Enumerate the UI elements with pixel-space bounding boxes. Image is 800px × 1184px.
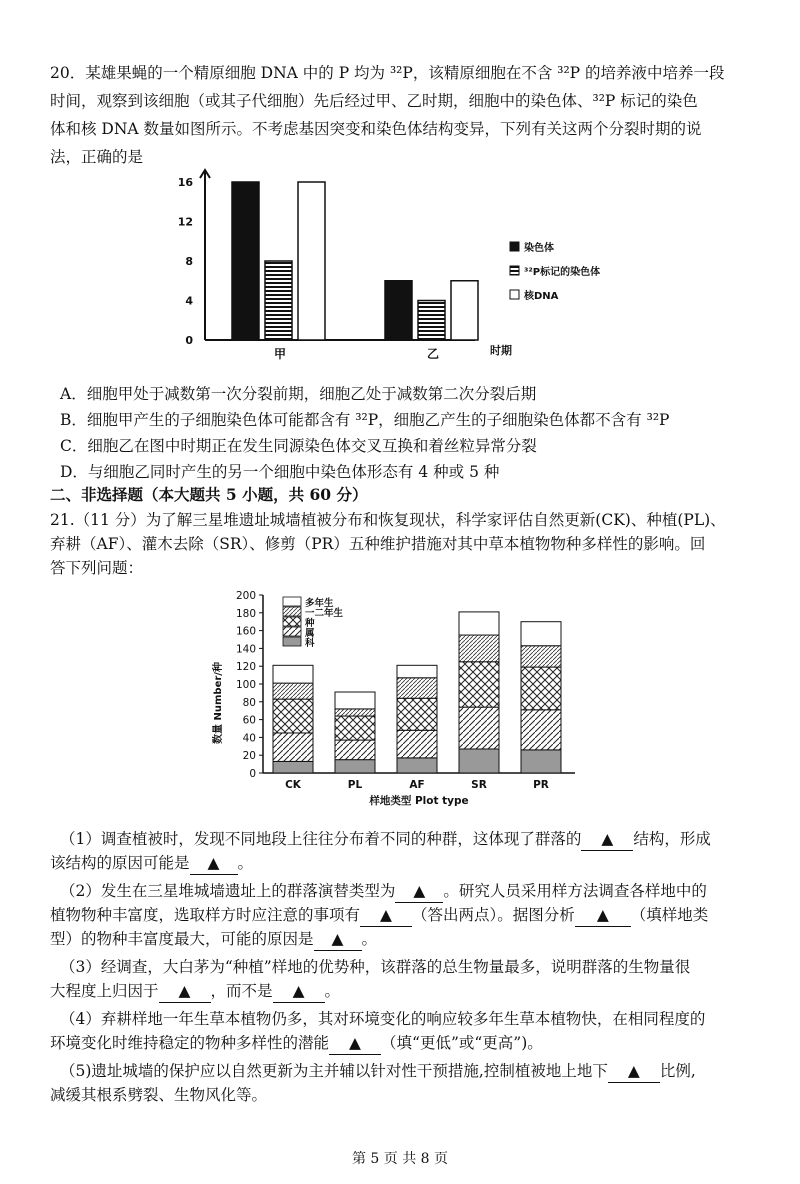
q21-part4-line1: （4）弃耕样地一年生草本植物仍多，其对环境变化的响应较多年生草本植物快，在相同程度的 — [60, 1010, 706, 1028]
answer-blank[interactable]: ▲ — [395, 880, 443, 903]
bar-segment-属-AF — [397, 730, 437, 758]
y-tick-label: 20 — [242, 750, 256, 763]
bar-segment-种-AF — [397, 698, 437, 730]
answer-blank[interactable]: ▲ — [329, 1032, 381, 1055]
bar-segment-一二年生-PR — [521, 646, 561, 667]
chromosome-bar-chart — [170, 162, 601, 362]
answer-blank[interactable]: ▲ — [314, 928, 362, 951]
bar-segment-一二年生-PL — [335, 709, 375, 716]
bar-染色体-甲 — [232, 182, 259, 340]
bar-核DNA-甲 — [298, 182, 325, 340]
bar-³²P标记的染色体-乙 — [418, 301, 445, 341]
bar-segment-科-PL — [335, 760, 375, 773]
q21-part2-line1: （2）发生在三星堆城墙遗址上的群落演替类型为 ▲ 。研究人员采用样方法调查各样地中的 — [60, 880, 707, 903]
legend-swatch — [283, 617, 301, 626]
legend-swatch — [510, 242, 519, 251]
answer-blank[interactable]: ▲ — [575, 904, 631, 927]
x-category-label: PL — [347, 779, 363, 791]
answer-blank[interactable]: ▲ — [273, 980, 325, 1003]
y-tick-label: 140 — [235, 643, 256, 656]
y-tick-label: 200 — [235, 590, 256, 602]
legend-swatch — [283, 607, 301, 616]
legend-label: 染色体 — [524, 243, 554, 254]
legend-swatch — [283, 637, 301, 646]
species-stacked-bar-chart — [205, 588, 585, 813]
legend-label: ³²P标记的染色体 — [524, 267, 601, 278]
q20-option-b: B．细胞甲产生的子细胞染色体可能都含有 ³²P，细胞乙产生的子细胞染色体都不含有 ³²P — [60, 411, 670, 429]
section-heading: 二、非选择题（本大题共 5 小题，共 60 分） — [50, 485, 368, 504]
legend-swatch — [283, 627, 301, 636]
q21-intro-line-3: 答下列问题： — [50, 559, 144, 577]
y-tick-label: 12 — [177, 215, 193, 229]
bar-segment-属-PL — [335, 740, 375, 760]
bar-segment-多年生-PR — [521, 622, 561, 646]
bar-染色体-乙 — [385, 281, 412, 340]
x-category-label: SR — [471, 779, 487, 791]
bar-segment-科-AF — [397, 758, 437, 773]
x-category-label: AF — [409, 779, 425, 791]
q21-part4-line2: 环境变化时维持稳定的物种多样性的潜能 ▲ （填“更低”或“更高”)。 — [50, 1032, 543, 1055]
legend-swatch — [283, 597, 301, 606]
answer-blank[interactable]: ▲ — [581, 828, 633, 851]
y-tick-label: 80 — [242, 696, 256, 709]
bar-segment-一二年生-CK — [273, 683, 313, 699]
bar-segment-多年生-AF — [397, 665, 437, 677]
answer-blank[interactable]: ▲ — [190, 852, 238, 875]
q20-option-d: D．与细胞乙同时产生的另一个细胞中染色体形态有 4 种或 5 种 — [60, 463, 500, 481]
q20-option-a: A．细胞甲处于减数第一次分裂前期，细胞乙处于减数第二次分裂后期 — [60, 385, 537, 403]
bar-segment-一二年生-SR — [459, 635, 499, 662]
bar-segment-属-CK — [273, 733, 313, 761]
q21-part5-line1: （5)遗址城墙的保护应以自然更新为主并辅以针对性干预措施,控制植被地上地下 ▲ 比例, — [60, 1060, 696, 1083]
x-axis-label: 时期 — [490, 344, 512, 357]
q21-intro-line-1: 21.（11 分）为了解三星堆遗址城墙植被分布和恢复现状，科学家评估自然更新(CK)、种植(PL)、 — [50, 511, 726, 529]
legend-swatch — [510, 266, 519, 275]
y-tick-label: 120 — [235, 661, 256, 674]
bar-segment-科-PR — [521, 750, 561, 773]
y-tick-label: 0 — [249, 768, 256, 780]
bar-segment-种-CK — [273, 699, 313, 733]
x-category-label: CK — [285, 779, 301, 791]
x-category-label: PR — [533, 779, 549, 791]
y-tick-label: 8 — [185, 255, 193, 268]
legend-label: 多年生 — [305, 598, 334, 609]
page-footer: 第 5 页 共 8 页 — [351, 1151, 449, 1167]
q21-intro-line-2: 弃耕（AF）、灌木去除（SR）、修剪（PR）五种维护措施对其中草本植物物种多样性的影响。回 — [50, 535, 706, 553]
q20-stem-line-3: 体和核 DNA 数量如图所示。不考虑基因突变和染色体结构变异，下列有关这两个分裂时期的说 — [50, 120, 702, 138]
bar-segment-多年生-CK — [273, 665, 313, 683]
y-tick-label: 0 — [185, 334, 193, 347]
answer-blank[interactable]: ▲ — [608, 1060, 660, 1083]
y-tick-label: 4 — [185, 294, 193, 308]
legend-label: 科 — [305, 638, 315, 649]
bar-segment-属-PR — [521, 710, 561, 750]
answer-blank[interactable]: ▲ — [360, 904, 412, 927]
y-tick-label: 40 — [242, 732, 256, 745]
q21-part5-line2: 减缓其根系劈裂、生物风化等。 — [50, 1086, 268, 1104]
legend-label: 属 — [305, 628, 315, 639]
bar-segment-种-SR — [459, 662, 499, 707]
bar-segment-科-CK — [273, 761, 313, 773]
bar-segment-一二年生-AF — [397, 678, 437, 698]
q20-option-c: C．细胞乙在图中时期正在发生同源染色体交叉互换和着丝粒异常分裂 — [60, 437, 537, 455]
y-tick-label: 160 — [235, 625, 256, 638]
q20-stem-line-4: 法，正确的是 — [50, 148, 144, 166]
y-tick-label: 16 — [177, 176, 193, 189]
q21-part2-line3: 型）的物种丰富度最大，可能的原因是 ▲ 。 — [50, 928, 377, 951]
q21-part1-line1: （1）调查植被时，发现不同地段上往往分布着不同的种群，这体现了群落的 ▲ 结构，形成 — [60, 828, 711, 851]
answer-blank[interactable]: ▲ — [159, 980, 211, 1003]
q20-stem-line-1: 20．某雄果蝇的一个精原细胞 DNA 中的 P 均为 ³²P，该精原细胞在不含 ³²P 的培养液中培养一段 — [50, 64, 725, 82]
x-category-label: 甲 — [273, 347, 287, 361]
q21-part3-line1: （3）经调查，大白茅为“种植”样地的优势种，该群落的总生物量最多，说明群落的生物量很 — [60, 958, 691, 976]
y-tick-label: 100 — [235, 679, 256, 691]
legend-swatch — [510, 290, 519, 299]
y-axis-label: 数量 Number/种 — [213, 662, 224, 744]
q21-part2-line2: 植物物种丰富度，选取样方时应注意的事项有 ▲ （答出两点）。据图分析 ▲ （填样地类 — [50, 904, 708, 927]
bar-segment-科-SR — [459, 749, 499, 773]
legend-label: 核DNA — [524, 291, 559, 302]
legend-label: 一二年生 — [305, 608, 344, 619]
y-tick-label: 180 — [235, 607, 256, 620]
bar-segment-多年生-SR — [459, 612, 499, 635]
q20-stem-line-2: 时间，观察到该细胞（或其子代细胞）先后经过甲、乙时期，细胞中的染色体、³²P 标记的染色 — [50, 92, 698, 110]
y-tick-label: 60 — [242, 714, 256, 727]
bar-segment-多年生-PL — [335, 692, 375, 709]
x-category-label: 乙 — [426, 347, 440, 361]
bar-segment-种-PL — [335, 716, 375, 740]
bar-核DNA-乙 — [451, 281, 478, 340]
x-axis-label: 样地类型 Plot type — [369, 795, 469, 807]
bar-segment-种-PR — [521, 667, 561, 710]
bar-segment-属-SR — [459, 707, 499, 749]
q21-part3-line2: 大程度上归因于 ▲ ，而不是 ▲ 。 — [50, 980, 340, 1003]
bar-³²P标记的染色体-甲 — [265, 261, 292, 340]
q21-part1-line2: 该结构的原因可能是 ▲ 。 — [50, 852, 253, 875]
legend-label: 种 — [305, 618, 315, 629]
